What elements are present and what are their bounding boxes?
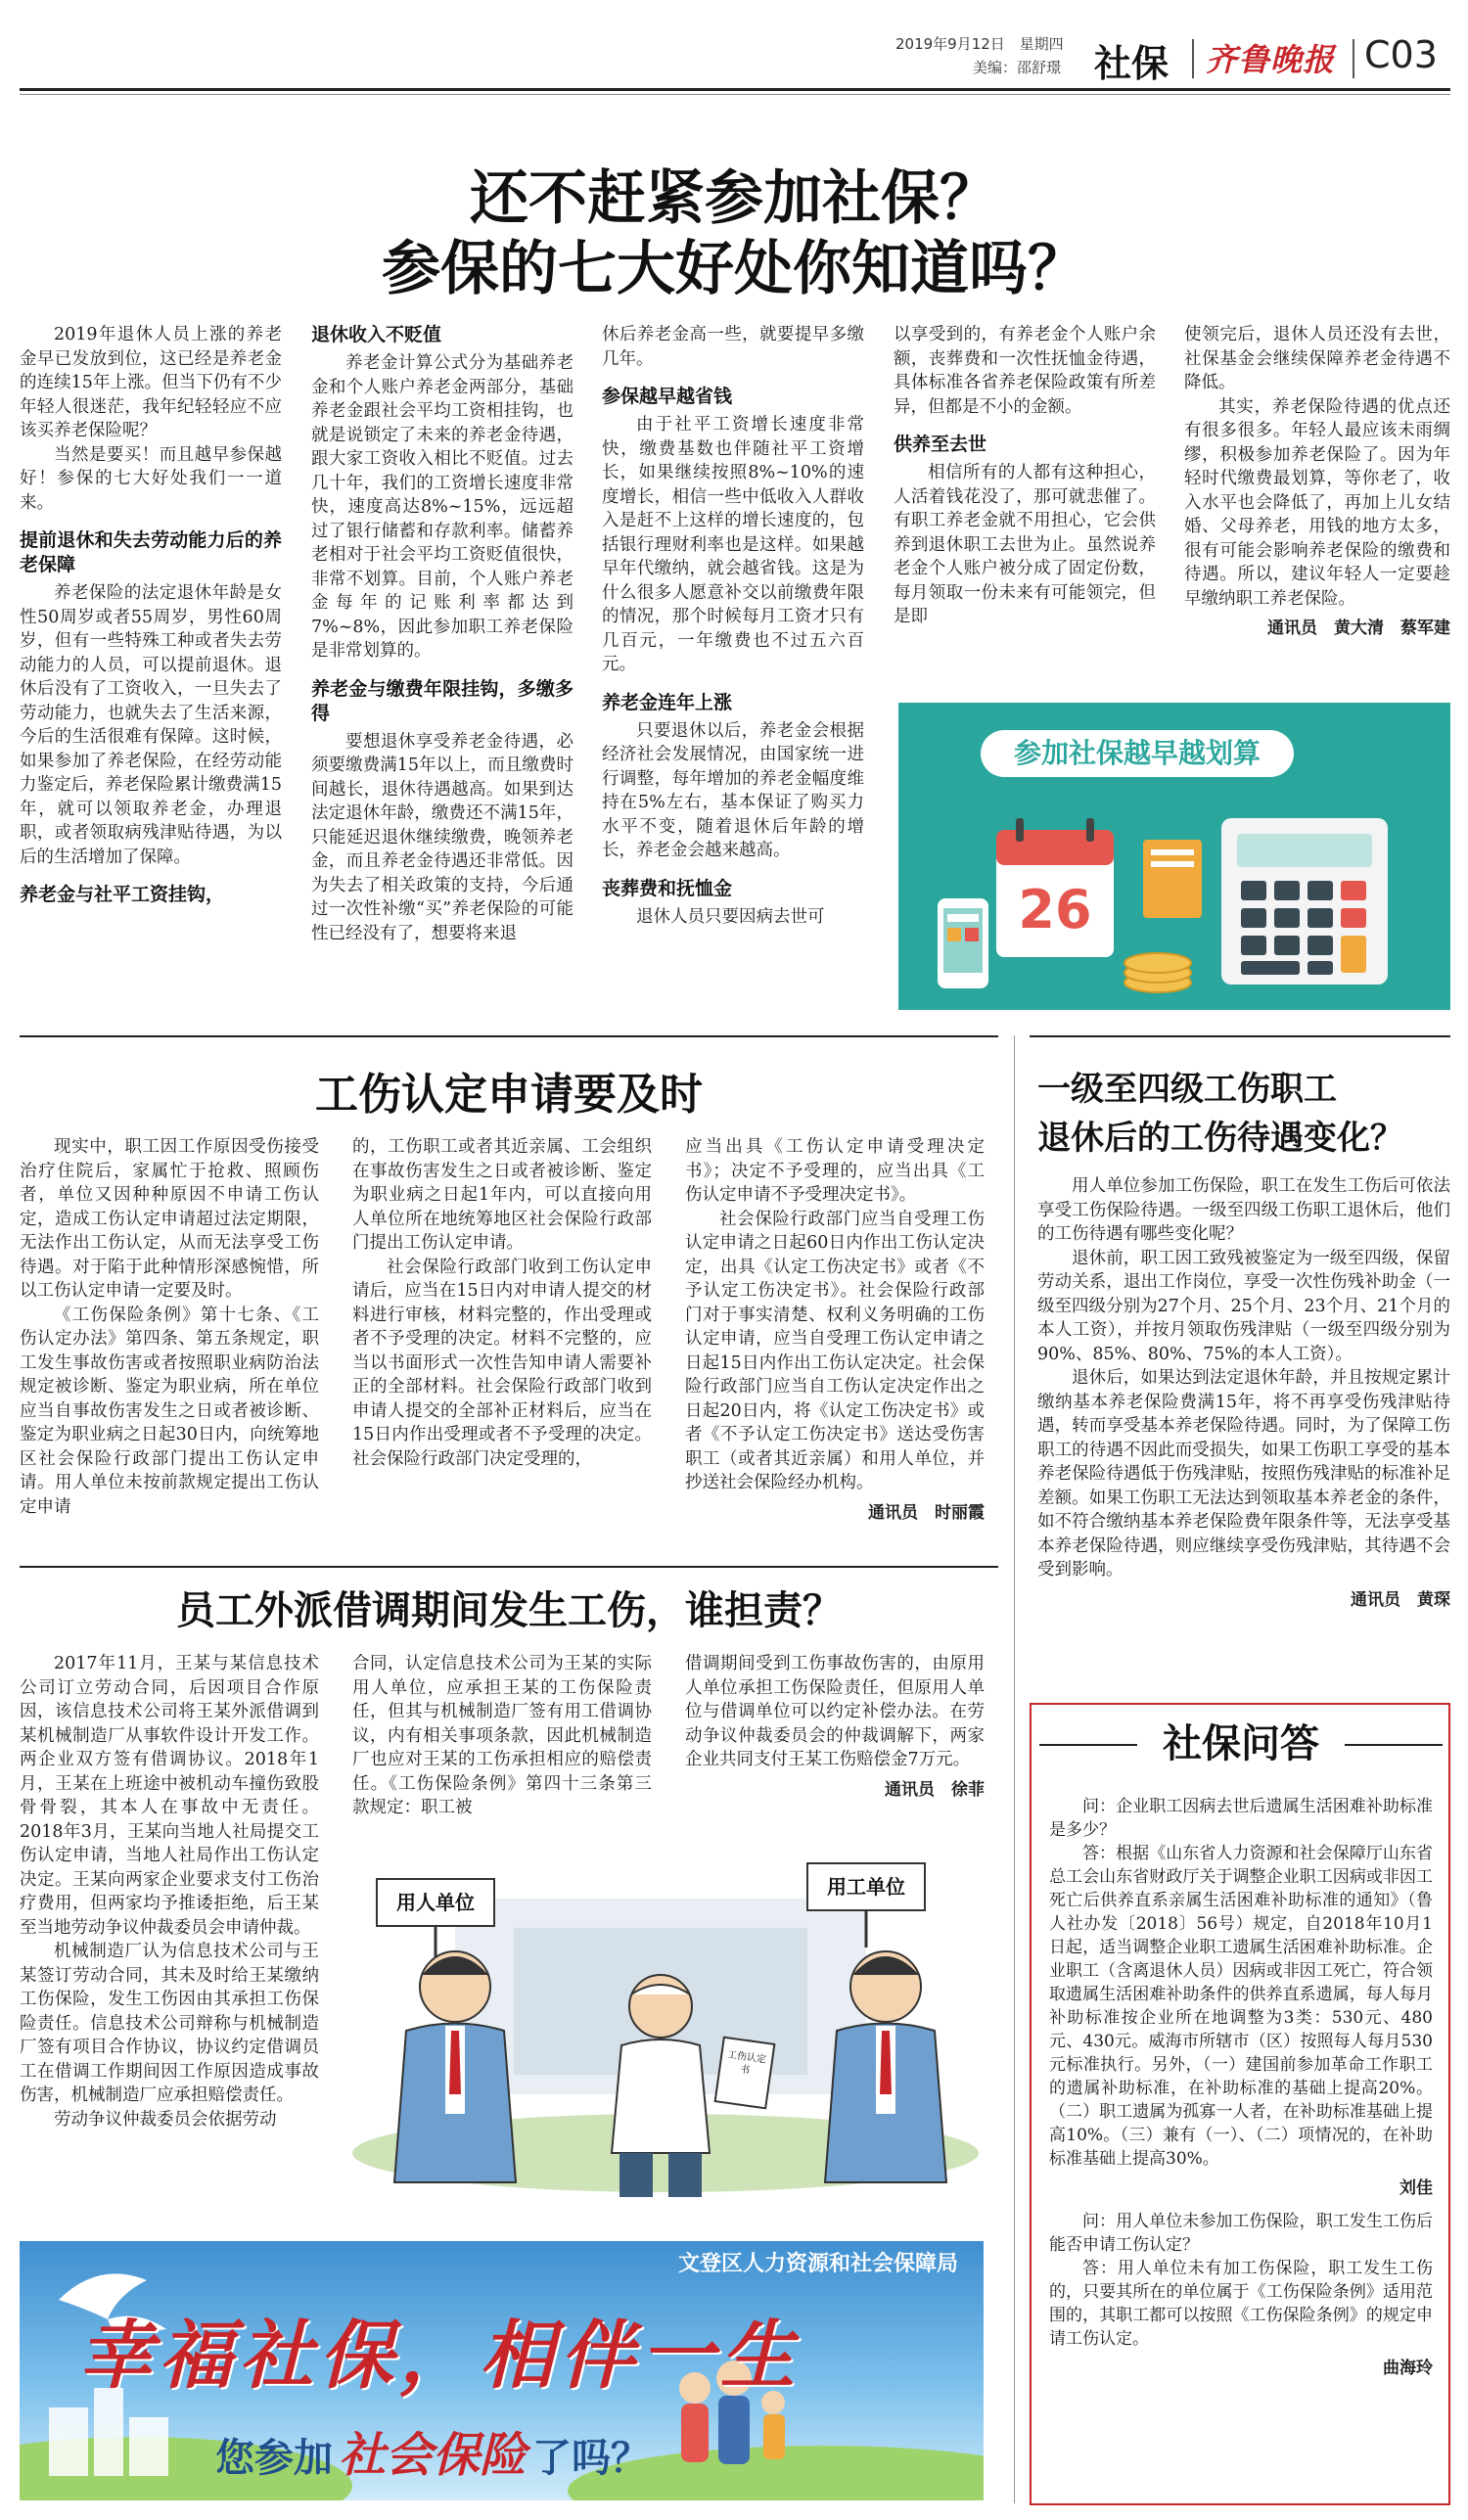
banner-cta-emphasis: 社会保险 (339, 2428, 528, 2483)
masthead-rule (20, 88, 1450, 91)
paragraph: 退休后，如果达到法定退休年龄，并且按规定累计缴纳基本养老保险费满15年，将不再享受伤残津贴待遇，转而享受基本养老保险待遇。同时，为了保障工伤职工的待遇不因此而受损失，如果工伤职工享受的基本养老保险待遇低于伤残津贴，按照伤残津贴的标准补足差额。如果工伤职工无法达到领取基本养老金的条件，如不符合缴纳基本养老保险费年限条件等，无法享受基本养老保险待遇，则应继续享受伤残津贴，其待遇不会受到影响。 (1037, 1368, 1450, 1580)
promo-banner (20, 2241, 984, 2500)
article1-title-line1: 还不赶紧参加社保？ (470, 164, 998, 233)
subheading: 养老金与社平工资挂钩， (20, 884, 225, 905)
masthead (0, 0, 1468, 90)
coins-icon (1124, 953, 1191, 992)
paragraph: 相信所有的人都有这种担心，人活着钱花没了，那可就悲催了。有职工养老金就不用担心，它会供养到退休职工去世为止。虽然说养老金个人账户被分成了固定份数，每月领取一份未来有可能领完，但是即 (894, 463, 1156, 626)
paragraph: 2019年退休人员上涨的养老金早已发放到位，这已经是养老金的连续15年上涨。但当下仍有不少年轻人很迷茫，我年纪轻轻应不应该买养老保险呢？ (20, 325, 282, 440)
subheading: 丧葬费和抚恤金 (602, 877, 733, 899)
column-divider (1014, 1035, 1015, 2503)
qa-answer-1: 答：根据《山东省人力资源和社会保障厅山东省总工会山东省财政厅关于调整企业职工因病或非因工死亡后供养直系亲属生活困难补助标准的通知》（鲁人社办发〔2018〕56号）规定，自2018年10月1日起，适当调整企业职工遗属生活困难补助标准。企业职工（含离退休人员）因病或非因工死亡，符合领取遗属生活困难补助条件的供养直系遗属，每人每月补助标准按企业所在地调整为3类：530元、480元、430元。威海市所辖市（区）按照每人每月530元标准执行。另外，（一）建国前参加革命工作职工的遗属补助标准，在补助标准的基础上提高20%。（二）职工遗属为孤寡一人者，在补助标准基础上提高10%。（三）兼有（一）、（二）项情况的，在补助标准基础上提高30%。 (1049, 1844, 1433, 2169)
article1-column-2 (311, 323, 573, 945)
article3-title-line2: 退休后的工伤待遇变化？ (1037, 1119, 1403, 1158)
article1-column-1 (20, 323, 282, 911)
banner-org: 文登区人力资源和社会保障局 (677, 2252, 958, 2276)
paragraph: 养老金计算公式分为基础养老金和个人账户养老金两部分，基础养老金跟社会平均工资相挂钩，也就是说锁定了未来的养老金待遇，跟大家工资收入相比不贬值。过去几十年，我们的工资增长速度非常快，速度高达8%~15%，远远超过了银行储蓄和存款利率。储蓄养老相对于社会平均工资贬值很快，非常不划算。目前，个人账户养老金每年的记账利率都达到7%~8%，因此参加职工养老保险是非常划算的。 (311, 353, 573, 661)
article2-title: 工伤认定申请要及时 (315, 1070, 703, 1120)
article1-column-5 (1184, 323, 1450, 641)
qa-byline-1: 刘佳 (1399, 2178, 1433, 2198)
calculator-icon (1221, 818, 1388, 985)
paragraph: 由于社平工资增长速度非常快，缴费基数也伴随社平工资增长，如果继续按照8%~10%的速度增长，相信一些中低收入人群收入是赶不上这样的增长速度的，包括银行理财利率也是这样。如果越早年代缴纳，就会越省钱。这是为什么很多人愿意补交以前缴费年限的情况，那个时候每月工资才只有几百元，一年缴费也不过五六百元。 (602, 415, 864, 674)
paragraph: 退休人员只要因病去世可 (636, 906, 825, 927)
article4-title: 员工外派借调期间发生工伤，谁担责？ (176, 1588, 842, 1633)
banner-cta-suffix: 了吗？ (532, 2436, 651, 2481)
paragraph: 现实中，职工因工作原因受伤接受治疗住院后，家属忙于抢救、照顾伤者，单位又因种种原因不申请工伤认定，造成工伤认定申请超过法定期限，无法作出工伤认定，从而无法享受工伤待遇。对于陷于此种情形深感惋惜，所以工伤认定申请一定要及时。 (20, 1137, 319, 1301)
article1-column-3 (602, 323, 864, 929)
article2-column-2 (352, 1135, 652, 1471)
article4-column-1 (20, 1652, 319, 2131)
article4-column-3 (685, 1652, 985, 1802)
newspaper-logo: 齐鲁晚报 (1206, 41, 1336, 78)
byline: 通讯员 徐菲 (885, 1779, 985, 1800)
banner-cta (215, 2417, 650, 2485)
paragraph: 社会保险行政部门收到工伤认定申请后，应当在15日内对申请人提交的材料进行审核，材料完整的，作出受理或者不予受理的决定。材料不完整的，应当以书面形式一次性告知申请人需要补正的全部材料。社会保险行政部门收到申请人提交的全部补正材料后，应当在15日内作出受理或者不予受理的决定。社会保险行政部门决定受理的， (352, 1257, 652, 1469)
illustration-art (898, 703, 1450, 1010)
qa-byline-2: 曲海玲 (1383, 2359, 1433, 2378)
subheading: 养老金连年上涨 (602, 691, 733, 713)
paragraph: 使领完后，退休人员还没有去世，社保基金会继续保障养老金待遇不降低。 (1184, 325, 1450, 392)
qa-box (1030, 1703, 1450, 2505)
banner-slogan: 幸福社保，相伴一生 (78, 2312, 801, 2399)
paragraph: 社会保险行政部门应当自受理工伤认定申请之日起60日内作出工伤认定决定，出具《认定工伤决定书》或者《不予认定工伤决定书》。社会保险行政部门对于事实清楚、权利义务明确的工伤认定申请，应当自受理工伤认定申请之日起15日内作出工伤认定决定。社会保险行政部门应当自工伤认定决定作出之日起20日内，将《认定工伤决定书》或者《不予认定工伤决定书》送达受伤害职工（或者其近亲属）和用人单位，并抄送社会保险经办机构。 (685, 1209, 985, 1492)
subheading: 参保越早越省钱 (602, 386, 733, 407)
paragraph: 要想退休享受养老金待遇，必须要缴费满15年以上，而且缴费时间越长，退休待遇越高。如果到达法定退休年龄，缴费还不满15年，只能延迟退休继续缴费，晚领养老金，而且养老金待遇还非常低。因为失去了相关政策的支持，今后通过一次性补缴“买”养老保险的可能性已经没有了，想要将来退 (311, 731, 573, 943)
paragraph: 以享受到的，有养老金个人账户余额，丧葬费和一次性抚恤金待遇，具体标准各省养老保险政策有所差异，但都是不小的金额。 (894, 325, 1156, 417)
sign-borrowing-unit: 用工单位 (827, 1875, 905, 1899)
byline: 通讯员 黄大清 蔡军建 (1267, 619, 1450, 638)
section-rule-2 (20, 1566, 998, 1568)
paragraph: 休后养老金高一些，就要提早多缴几年。 (602, 325, 864, 369)
qa-question-2: 问：用人单位未参加工伤保险，职工发生工伤后能否申请工伤认定？ (1049, 2212, 1433, 2255)
paragraph: 应当出具《工伤认定申请受理决定书》；决定不予受理的，应当出具《工伤认定申请不予受理决定书》。 (685, 1137, 985, 1205)
sign-employer: 用人单位 (396, 1891, 475, 1914)
paragraph: 借调期间受到工伤事故伤害的，由原用人单位承担工伤保险责任，但原用人单位与借调单位可以约定补偿办法。在劳动争议仲裁委员会的仲裁调解下，两家企业共同支付王某工伤赔偿金7万元。 (685, 1654, 985, 1769)
qa-title: 社保问答 (1163, 1721, 1319, 1766)
masthead-divider-2 (1353, 39, 1354, 78)
editor-credit: 美编：邵舒璟 (973, 59, 1062, 76)
page-number: C03 (1364, 33, 1438, 76)
subheading: 供养至去世 (894, 434, 987, 455)
byline: 通讯员 黄琛 (1351, 1589, 1450, 1610)
subheading: 退休收入不贬值 (311, 324, 442, 345)
section-rule (20, 1035, 998, 1037)
article4-illustration (338, 1859, 993, 2207)
illustration-banner-text: 参加社保越早越划算 (1013, 737, 1261, 769)
issue-date: 2019年9月12日 (895, 35, 1005, 53)
paragraph: 当然是要买！而且越早参保越好！参保的七大好处我们一一道来。 (20, 444, 282, 513)
folder-icon (1143, 840, 1202, 918)
paragraph: 劳动争议仲裁委员会依据劳动 (54, 2109, 277, 2130)
article3-title-line1: 一级至四级工伤职工 (1037, 1070, 1337, 1109)
paragraph: 机械制造厂认为信息技术公司与王某签订劳动合同，其未及时给王某缴纳工伤保险，发生工伤因由其承担工伤保险责任。信息技术公司辩称与机械制造厂签有项目合作协议，协议约定借调员工在借调工作期间因工作原因造成事故伤害，机械制造厂应承担赔偿责任。 (20, 1942, 319, 2105)
masthead-divider (1192, 39, 1194, 78)
article4-column-2 (352, 1652, 652, 1820)
paragraph: 只要退休以后，养老金会根据经济社会发展情况，由国家统一进行调整，每年增加的养老金幅度维持在5%左右，基本保证了购买力水平不变，随着退休后年龄的增长，养老金会越来越高。 (602, 720, 864, 860)
paragraph: 用人单位参加工伤保险，职工在发生工伤后可依法享受工伤保险待遇。一级至四级工伤职工退休后，他们的工伤待遇有哪些变化呢？ (1037, 1176, 1450, 1244)
section-rule-right (1030, 1035, 1450, 1037)
paragraph: 退休前，职工因工致残被鉴定为一级至四级，保留劳动关系，退出工作岗位，享受一次性伤残补助金（一级至四级分别为27个月、25个月、23个月、21个月的本人工资），并按月领取伤残津贴（一级至四级分别为90%、85%、80%、75%的本人工资）。 (1037, 1248, 1450, 1364)
paragraph: 2017年11月，王某与某信息技术公司订立劳动合同，后因项目合作原因，该信息技术公司将王某外派借调到某机械制造厂从事软件设计开发工作。两企业双方签有借调协议。2018年1月，王某在上班途中被机动车撞伤致股骨骨裂，其本人在事故中无责任。2018年3月，王某向当地人社局提交工伤认定申请，当地人社局作出工伤认定决定。王某向两家企业要求支付工伤治疗费用，但两家均予推诿拒绝，后王某至当地劳动争议仲裁委员会申请仲裁。 (20, 1654, 319, 1938)
qa-rule-right (1345, 1744, 1443, 1746)
subheading: 养老金与缴费年限挂钩，多缴多得 (311, 677, 573, 724)
article2-column-1 (20, 1135, 319, 1519)
paragraph: 养老保险的法定退休年龄是女性50周岁或者55周岁，男性60周岁，但有一些特殊工种或者失去劳动能力的人员，可以提前退休。退休后没有了工资收入，一旦失去了劳动能力，也就失去了生活来源，今后的生活很难有保障。这时候，如果参加了养老保险，在经劳动能力鉴定后，养老保险累计缴费满15年，就可以领取养老金，办理退职，或者领取病残津贴待遇，为以后的生活增加了保障。 (20, 583, 282, 867)
paragraph: 的，工伤职工或者其近亲属、工会组织在事故伤害发生之日或者被诊断、鉴定为职业病之日起1年内，可以直接向用人单位所在地统筹地区社会保险行政部门提出工伤认定申请。 (352, 1137, 652, 1253)
injury-document: 工伤认定书 (726, 2049, 767, 2077)
paragraph: 《工伤保险条例》第十七条、《工伤认定办法》第四条、第五条规定，职工发生事故伤害或者按照职业病防治法规定被诊断、鉴定为职业病，所在单位应当自事故伤害发生之日或者被诊断、鉴定为职业病之日起30日内，向统筹地区社会保险行政部门提出工伤认定申请。用人单位未按前款规定提出工伤认定申请 (20, 1305, 319, 1517)
article1-title-line2: 参保的七大好处你知道吗？ (382, 235, 1086, 303)
calendar-day: 26 (1018, 879, 1092, 940)
subheading: 提前退休和失去劳动能力后的养老保障 (20, 529, 282, 575)
qa-answer-2: 答：用人单位未有加工伤保险，职工发生工伤的，只要其所在的单位属于《工伤保险条例》适用范围的，其职工都可以按照《工伤保险条例》的规定申请工伤认定。 (1049, 2259, 1433, 2349)
article1-illustration (898, 703, 1450, 1010)
qa-rule-left (1039, 1744, 1137, 1746)
article3-body (1037, 1174, 1450, 1612)
qa-question-1: 问：企业职工因病去世后遗属生活困难补助标准是多少？ (1049, 1797, 1433, 1840)
masthead-date-row (895, 33, 1064, 54)
banner-cta-prefix: 您参加 (215, 2436, 333, 2481)
issue-weekday: 星期四 (1019, 35, 1064, 53)
section-name: 社保 (1094, 42, 1170, 85)
article2-column-3 (685, 1135, 985, 1525)
qa-body (1049, 1795, 1433, 2380)
phone-icon (938, 898, 988, 988)
masthead-rule-thin (20, 94, 1450, 95)
paragraph: 合同，认定信息技术公司为王某的实际用人单位，应承担王某的工伤保险责任，但其与机械制造厂签有用工借调协议，内有相关事项条款，因此机械制造厂也应对王某的工伤承担相应的赔偿责任。《工伤保险条例》第四十三条第三款规定：职工被 (352, 1654, 652, 1817)
paragraph: 其实，养老保险待遇的优点还有很多很多。年轻人最应该未雨绸缪，积极参加养老保险了。因为年轻时代缴费最划算，等你老了，收入水平也会降低了，再加上儿女结婚、父母养老，用钱的地方太多，很有可能会影响养老保险的缴费和待遇。所以，建议年轻人一定要趁早缴纳职工养老保险。 (1184, 396, 1450, 609)
article1-column-4 (894, 323, 1156, 629)
byline: 通讯员 时丽霞 (868, 1502, 985, 1523)
